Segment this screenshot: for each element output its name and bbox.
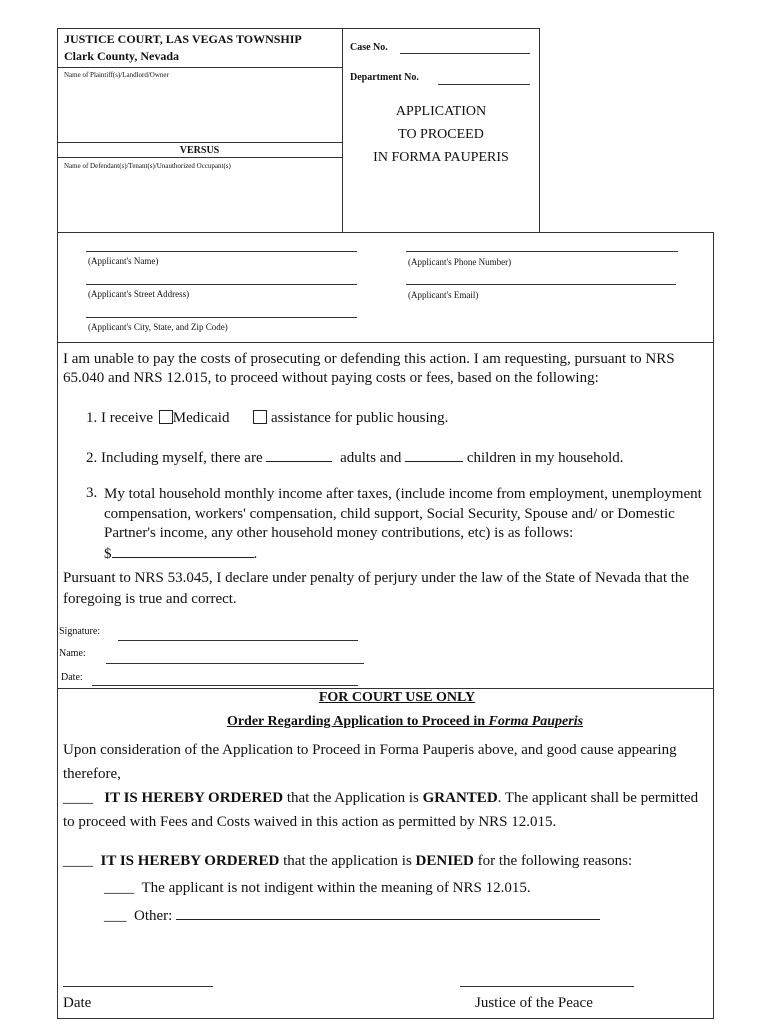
children-count-field[interactable]	[405, 447, 463, 462]
order-title-italic: Forma Pauperis	[488, 714, 584, 729]
court-use-heading: FOR COURT USE ONLY	[318, 690, 476, 705]
dollar-sign: $	[104, 546, 112, 562]
versus-line	[57, 142, 342, 143]
denied-order-bold: IT IS HEREBY ORDERED	[100, 853, 280, 869]
denied-blank[interactable]: ____	[63, 853, 93, 869]
denied-text-b: for the following reasons:	[473, 853, 633, 869]
income-amount-field[interactable]	[112, 543, 254, 558]
signature-field[interactable]	[118, 640, 358, 641]
reason-1-blank[interactable]: ____	[104, 880, 134, 896]
form-title-line3: IN FORMA PAUPERIS	[373, 150, 509, 165]
item-3-number: 3.	[86, 485, 98, 501]
public-housing-checkbox[interactable]	[253, 410, 267, 424]
case-no-label: Case No.	[350, 42, 388, 53]
applicant-section-divider	[57, 342, 714, 343]
name-field[interactable]	[106, 663, 364, 664]
denied-text-a: that the application is	[279, 853, 416, 869]
form-title-line1: APPLICATION	[395, 104, 487, 119]
public-housing-label: assistance for public housing.	[270, 410, 449, 426]
reason-2-text: Other:	[134, 908, 177, 924]
item-2-text-b: adults and	[340, 450, 402, 466]
item-3-text: My total household monthly income after taxes, (include income from employment, unemployment compensation, workers' compensation, child support, Social Security, Spouse and/ or Domestic Partner's income, any other household money contributions, etc) is as follows:	[104, 486, 702, 541]
applicant-street-caption: (Applicant's Street Address)	[88, 289, 190, 299]
declaration-paragraph: Pursuant to NRS 53.045, I declare under penalty of perjury under the law of the State of Nevada that the foregoing is true and correct.	[63, 570, 690, 607]
granted-paragraph	[63, 786, 713, 834]
applicant-city-caption: (Applicant's City, State, and Zip Code)	[88, 322, 228, 332]
applicant-email-caption: (Applicant's Email)	[408, 290, 479, 300]
item-2-text-a: Including myself, there are	[101, 450, 263, 466]
date-label: Date:	[61, 672, 83, 683]
order-title	[0, 714, 770, 730]
reason-1-text: The applicant is not indigent within the meaning of NRS 12.015.	[141, 880, 531, 896]
item-2	[86, 447, 624, 467]
reason-1	[104, 880, 531, 897]
item-1-text: I receive	[101, 410, 154, 426]
applicant-email-field[interactable]	[406, 284, 676, 285]
justice-caption: Justice of the Peace	[475, 995, 593, 1011]
granted-word: GRANTED	[422, 790, 498, 806]
court-use-divider	[57, 688, 714, 689]
applicant-city-field[interactable]	[86, 317, 357, 318]
other-reason-field[interactable]	[176, 905, 600, 920]
applicant-name-field[interactable]	[86, 251, 357, 252]
medicaid-checkbox[interactable]	[159, 410, 173, 424]
intro-paragraph: I am unable to pay the costs of prosecuting or defending this action. I am requesting, pursuant to NRS 65.040 and NRS 12.015, to proceed without paying costs or fees, based on the following:	[63, 351, 675, 386]
case-no-field[interactable]	[400, 53, 530, 54]
adults-count-field[interactable]	[266, 447, 332, 462]
denied-word: DENIED	[415, 853, 474, 869]
signature-label: Signature:	[59, 626, 101, 637]
granted-text-a: that the Application is	[283, 790, 423, 806]
form-title-line2: TO PROCEED	[398, 127, 484, 142]
defendant-caption: Name of Defendant(s)/Tenant(s)/Unauthorized Occupant(s)	[64, 162, 231, 170]
department-field[interactable]	[438, 84, 530, 85]
item-1-number: 1.	[86, 410, 98, 426]
order-date-caption: Date	[63, 995, 92, 1011]
medicaid-label: Medicaid	[172, 410, 230, 426]
plaintiff-caption: Name of Plaintiff(s)/Landlord/Owner	[64, 71, 169, 79]
item-2-number: 2.	[86, 450, 98, 466]
income-period: .	[253, 546, 258, 562]
date-field[interactable]	[92, 685, 358, 686]
consideration-paragraph: Upon consideration of the Application to Proceed in Forma Pauperis above, and good cause appearing therefore,	[63, 742, 677, 782]
granted-order-bold: IT IS HEREBY ORDERED	[104, 790, 284, 806]
order-date-field[interactable]	[63, 986, 213, 987]
name-label: Name:	[59, 648, 86, 659]
court-name: JUSTICE COURT, LAS VEGAS TOWNSHIP	[64, 32, 302, 46]
income-line	[104, 543, 257, 563]
granted-blank[interactable]: ____	[63, 790, 93, 806]
justice-signature-field[interactable]	[460, 986, 634, 987]
department-label: Department No.	[350, 72, 419, 83]
versus-label: VERSUS	[179, 145, 220, 156]
item-1	[86, 410, 448, 427]
applicant-name-caption: (Applicant's Name)	[88, 256, 159, 266]
granted-text-b: . The applicant shall be permitted to proceed with Fees and Costs waived in this action as permitted by NRS 12.015.	[63, 790, 699, 830]
plaintiff-line	[57, 67, 342, 68]
reason-2	[104, 905, 600, 925]
item-2-text-c: children in my household.	[466, 450, 624, 466]
reason-2-blank[interactable]: ___	[104, 908, 127, 924]
defendant-line	[57, 157, 342, 158]
applicant-street-field[interactable]	[86, 284, 357, 285]
applicant-phone-field[interactable]	[406, 251, 678, 252]
applicant-phone-caption: (Applicant's Phone Number)	[408, 257, 512, 267]
county-name: Clark County, Nevada	[64, 49, 180, 63]
order-title-text: Order Regarding Application to Proceed in	[226, 714, 489, 729]
denied-paragraph	[63, 853, 632, 870]
